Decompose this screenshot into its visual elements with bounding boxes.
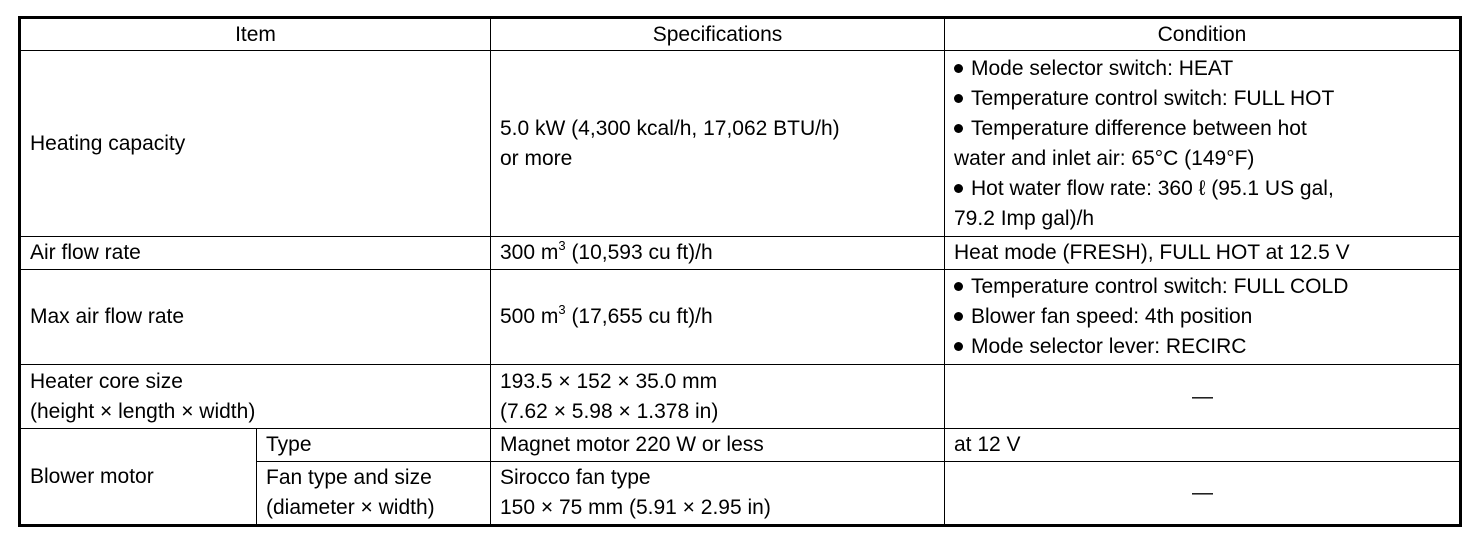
condition-fan-type-size: — <box>945 462 1461 526</box>
condition-line: Temperature control switch: FULL COLD <box>954 272 1451 302</box>
condition-max-air-flow-rate <box>945 270 1461 365</box>
spec-heater-core-size: 193.5 × 152 × 35.0 mm (7.62 × 5.98 × 1.378 in) <box>491 365 945 429</box>
condition-line: Temperature difference between hot <box>954 114 1451 144</box>
bullet-icon <box>954 184 963 193</box>
table-row-air-flow-rate <box>20 237 1461 270</box>
condition-heating-capacity <box>945 51 1461 237</box>
condition-line: Mode selector lever: RECIRC <box>954 332 1451 362</box>
item-heater-core-size: Heater core size (height × length × width) <box>20 365 491 429</box>
item-heating-capacity: Heating capacity <box>20 51 491 237</box>
condition-blower-type: at 12 V <box>945 429 1461 462</box>
header-condition: Condition <box>945 18 1461 51</box>
item-air-flow-rate: Air flow rate <box>20 237 491 270</box>
specifications-table <box>18 16 1462 527</box>
condition-line: Blower fan speed: 4th position <box>954 302 1451 332</box>
label-blower-type: Type <box>257 429 491 462</box>
label-fan-type-size: Fan type and size (diameter × width) <box>257 462 491 526</box>
spec-air-flow-rate: 300 $m^3$ (10,593 cu ft)/h <box>491 237 945 270</box>
condition-line: 79.2 Imp gal)/h <box>954 206 1095 230</box>
spec-blower-type: Magnet motor 220 W or less <box>491 429 945 462</box>
condition-line: Hot water flow rate: 360 ℓ (95.1 US gal, <box>954 174 1451 204</box>
bullet-icon <box>954 312 963 321</box>
spec-line: 5.0 kW (4,300 kcal/h, 17,062 BTU/h) <box>500 116 840 140</box>
condition-line: Temperature control switch: FULL HOT <box>954 84 1451 114</box>
item-max-air-flow-rate: Max air flow rate <box>20 270 491 365</box>
condition-line: Mode selector switch: HEAT <box>954 54 1451 84</box>
item-blower-motor: Blower motor <box>20 429 257 526</box>
condition-line: water and inlet air: 65°C (149°F) <box>954 146 1255 170</box>
header-item: Item <box>20 18 491 51</box>
spec-max-air-flow-rate: 500 $m^3$ (17,655 cu ft)/h <box>491 270 945 365</box>
table-row-max-air-flow-rate <box>20 270 1461 365</box>
table-row-heater-core-size <box>20 365 1461 429</box>
header-specifications: Specifications <box>491 18 945 51</box>
bullet-icon <box>954 64 963 73</box>
spec-line: or more <box>500 146 573 170</box>
spec-fan-type-size: Sirocco fan type 150 × 75 mm (5.91 × 2.95 in) <box>491 462 945 526</box>
condition-air-flow-rate: Heat mode (FRESH), FULL HOT at 12.5 V <box>945 237 1461 270</box>
header-row <box>20 18 1461 51</box>
table-row-blower-type <box>20 429 1461 462</box>
bullet-icon <box>954 94 963 103</box>
bullet-icon <box>954 342 963 351</box>
table-row-heating-capacity <box>20 51 1461 237</box>
bullet-icon <box>954 124 963 133</box>
bullet-icon <box>954 282 963 291</box>
spec-heating-capacity <box>491 51 945 237</box>
condition-heater-core-size: — <box>945 365 1461 429</box>
